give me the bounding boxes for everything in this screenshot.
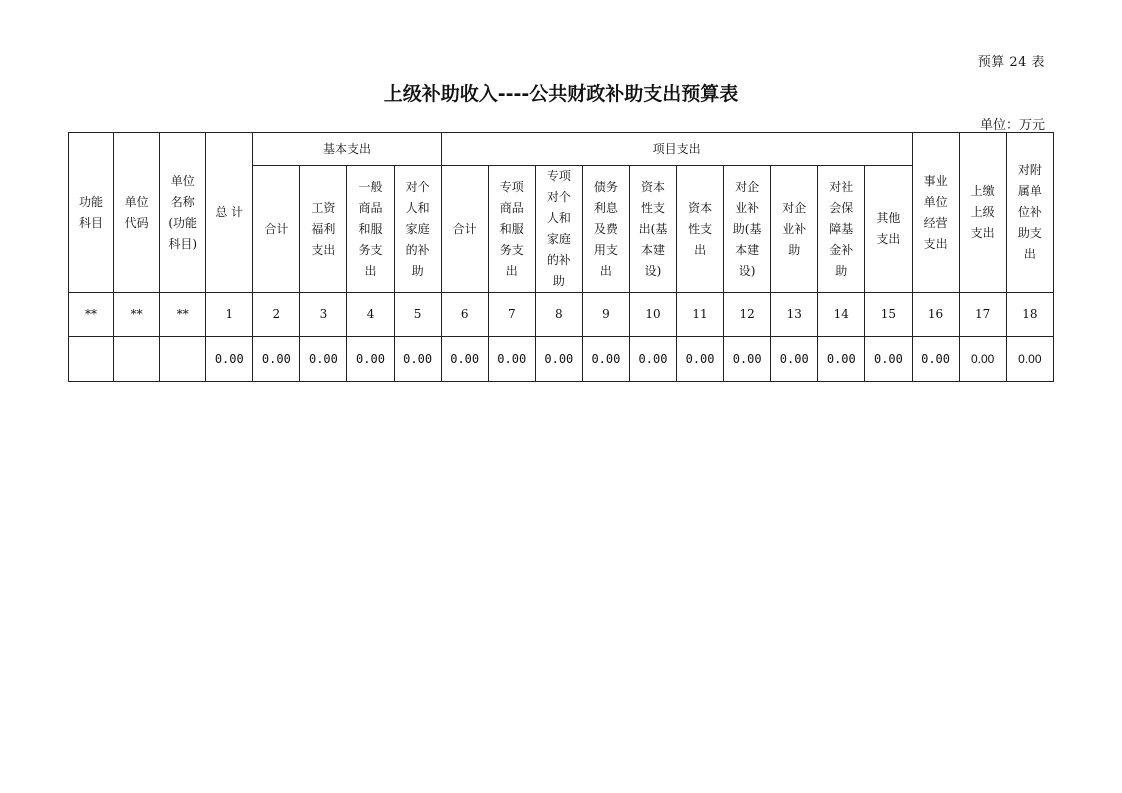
column-number: 16 — [912, 293, 959, 337]
header-project-debt: 债务 利息 及费 用支 出 — [582, 166, 629, 293]
value-cell: 0.00 — [253, 337, 300, 382]
value-cell: 0.00 — [206, 337, 253, 382]
unit-label: 单位：万元 — [979, 118, 1045, 133]
header-basic-goods: 一般 商品 和服 务支 出 — [347, 166, 394, 293]
column-number: 3 — [300, 293, 347, 337]
budget-table — [68, 132, 1054, 382]
header-project-other: 其他 支出 — [865, 166, 912, 293]
table-number: 预算 24 表 — [977, 55, 1045, 70]
column-number: 12 — [724, 293, 771, 337]
header-project-goods: 专项 商品 和服 务支 出 — [488, 166, 535, 293]
header-business-op: 事业 单位 经营 支出 — [912, 133, 959, 293]
value-cell: 0.00 — [865, 337, 912, 382]
header-project-total: 合计 — [441, 166, 488, 293]
header-project-group: 项目支出 — [441, 133, 912, 166]
column-number: ** — [160, 293, 206, 337]
value-cell: 0.00 — [629, 337, 676, 382]
header-row-group — [69, 133, 1054, 166]
value-cell: 0.00 — [441, 337, 488, 382]
column-number: 11 — [677, 293, 724, 337]
column-number: 15 — [865, 293, 912, 337]
column-number-row — [69, 293, 1054, 337]
header-func-subject: 功能 科目 — [69, 133, 114, 293]
header-unit-code: 单位 代码 — [114, 133, 160, 293]
value-cell: 0.00 — [300, 337, 347, 382]
value-cell: 0.00 — [582, 337, 629, 382]
value-cell: 0.00 — [771, 337, 818, 382]
header-project-household: 专项 对个 人和 家庭 的补 助 — [535, 166, 582, 293]
value-cell: 0.00 — [677, 337, 724, 382]
value-cell: 0.00 — [1006, 337, 1053, 382]
value-cell — [69, 337, 114, 382]
header-basic-wages: 工资 福利 支出 — [300, 166, 347, 293]
column-number: 2 — [253, 293, 300, 337]
value-cell: 0.00 — [912, 337, 959, 382]
column-number: 4 — [347, 293, 394, 337]
column-number: 14 — [818, 293, 865, 337]
column-number: 18 — [1006, 293, 1053, 337]
header-basic-total: 合计 — [253, 166, 300, 293]
column-number: 13 — [771, 293, 818, 337]
header-project-capital: 资本 性支 出 — [677, 166, 724, 293]
header-subsidiary: 对附 属单 位补 助支 出 — [1006, 133, 1053, 293]
value-cell — [160, 337, 206, 382]
column-number: ** — [114, 293, 160, 337]
value-cell: 0.00 — [347, 337, 394, 382]
column-number: 8 — [535, 293, 582, 337]
header-project-enterprise-construction: 对企 业补 助(基 本建 设) — [724, 166, 771, 293]
value-cell: 0.00 — [724, 337, 771, 382]
column-number: 9 — [582, 293, 629, 337]
column-number: ** — [69, 293, 114, 337]
header-basic-group: 基本支出 — [253, 133, 441, 166]
value-cell: 0.00 — [488, 337, 535, 382]
value-cell: 0.00 — [535, 337, 582, 382]
column-number: 6 — [441, 293, 488, 337]
value-cell: 0.00 — [818, 337, 865, 382]
header-basic-household: 对个 人和 家庭 的补 助 — [394, 166, 441, 293]
header-project-social-security: 对社 会保 障基 金补 助 — [818, 166, 865, 293]
header-unit-name: 单位 名称 (功能 科目) — [160, 133, 206, 293]
column-number: 1 — [206, 293, 253, 337]
header-project-capital-construction: 资本 性支 出(基 本建 设) — [629, 166, 676, 293]
header-total: 总 计 — [206, 133, 253, 293]
table-row — [69, 337, 1054, 382]
column-number: 5 — [394, 293, 441, 337]
column-number: 10 — [629, 293, 676, 337]
header-project-enterprise: 对企 业补 助 — [771, 166, 818, 293]
page-title: 上级补助收入----公共财政补助支出预算表 — [383, 83, 739, 105]
header-turn-over: 上缴 上级 支出 — [959, 133, 1006, 293]
value-cell — [114, 337, 160, 382]
value-cell: 0.00 — [394, 337, 441, 382]
column-number: 7 — [488, 293, 535, 337]
value-cell: 0.00 — [959, 337, 1006, 382]
column-number: 17 — [959, 293, 1006, 337]
